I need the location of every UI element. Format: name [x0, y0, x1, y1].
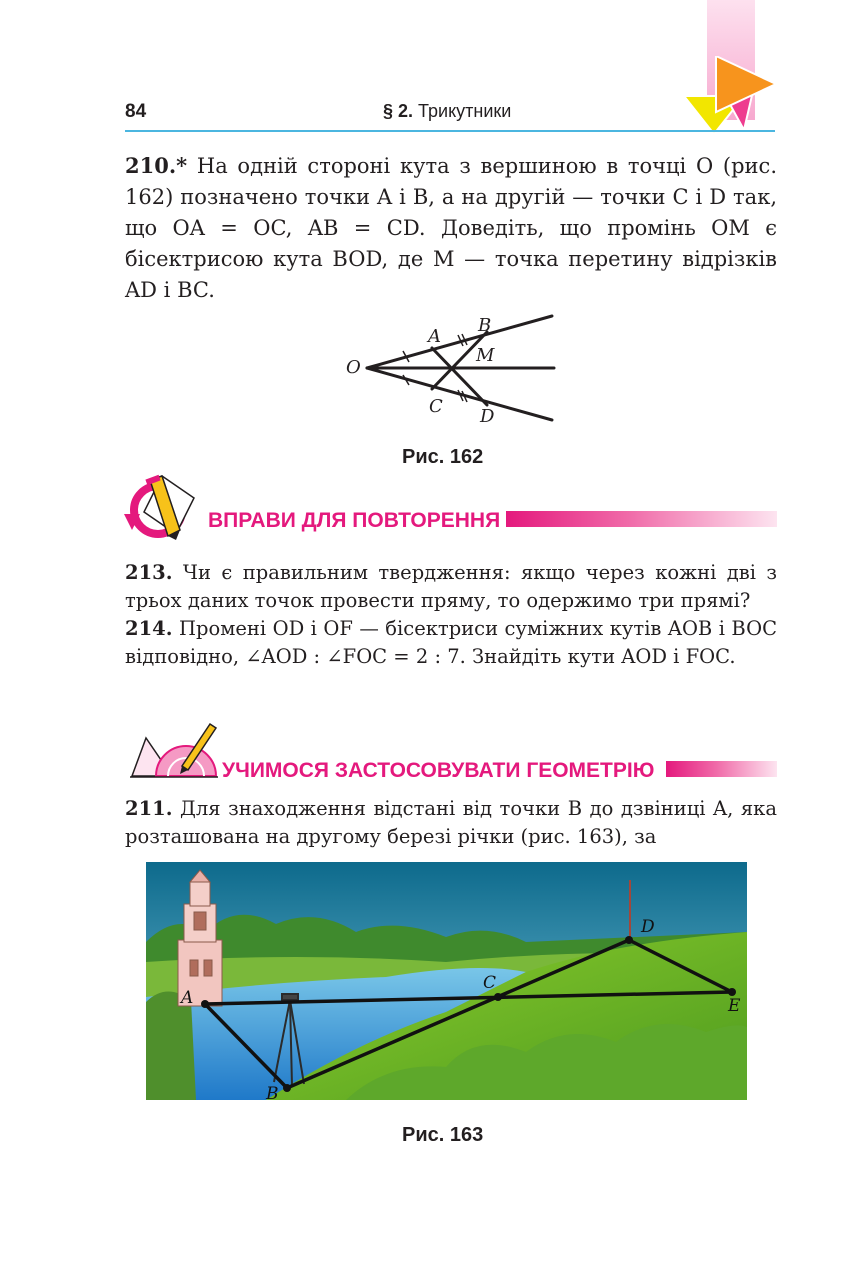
header-rule — [125, 130, 775, 132]
fig163-label-B: B — [266, 1084, 279, 1104]
problem-text: Для знаходження відстані від точки B до дзвіниці A, яка розташована на другому березі річки (рис. 163), за — [125, 797, 777, 848]
label-C: C — [429, 396, 443, 417]
problem-211 — [125, 795, 777, 851]
section-title: Трикутники — [418, 101, 512, 121]
label-O: O — [346, 357, 361, 378]
problem-number: 210.* — [125, 153, 188, 178]
section-mark: § 2. — [383, 101, 414, 121]
fig163-label-D: D — [641, 917, 655, 937]
problem-number: 214. — [125, 617, 173, 640]
fig163-label-A: A — [181, 988, 194, 1008]
label-A: A — [428, 326, 441, 347]
figure-163 — [146, 862, 747, 1100]
protractor-pencil-icon — [128, 720, 220, 780]
section-review-bar — [506, 511, 777, 527]
fig163-label-E: E — [728, 996, 741, 1016]
triangles-corner-icon — [684, 56, 780, 134]
label-B: B — [478, 315, 492, 336]
problem-210 — [125, 150, 777, 306]
pencil-circle-icon — [122, 474, 202, 542]
fig163-label-C: C — [483, 973, 497, 993]
problem-213 — [125, 559, 777, 615]
problem-text: Промені OD і OF — бісектриси суміжних кутів AOB і BOC відповідно, ∠AOD : ∠FOC = 2 : 7. Знайдіть кути AOD і FOC. — [125, 617, 778, 668]
figure-162-caption: Рис. 162 — [402, 446, 484, 468]
problem-214 — [125, 615, 777, 671]
problem-number: 213. — [125, 561, 173, 584]
section-apply-title: УЧИМОСЯ ЗАСТОСОВУВАТИ ГЕОМЕТРІЮ — [222, 759, 655, 782]
label-M: M — [476, 345, 495, 366]
running-header — [383, 101, 511, 122]
problem-text: Чи є правильним твердження: якщо через кожні дві з трьох даних точок провести пряму, то одержимо три прямі? — [125, 561, 777, 612]
section-apply-bar — [666, 761, 777, 777]
problem-number: 211. — [125, 797, 173, 820]
page-number: 84 — [125, 101, 147, 122]
figure-163-caption: Рис. 163 — [402, 1124, 484, 1146]
label-D: D — [480, 406, 495, 427]
problem-text: На одній стороні кута з вершиною в точці O (рис. 162) позначено точки A і B, а на другій — точки C і D так, що OA = OC, AB = CD. Доведіть, що промінь OM є бісектрисою кута BOD, де M — точка перетину відрізків AD і BC. — [125, 154, 777, 302]
section-review-title: ВПРАВИ ДЛЯ ПОВТОРЕННЯ — [208, 509, 501, 532]
figure-162 — [330, 310, 570, 435]
